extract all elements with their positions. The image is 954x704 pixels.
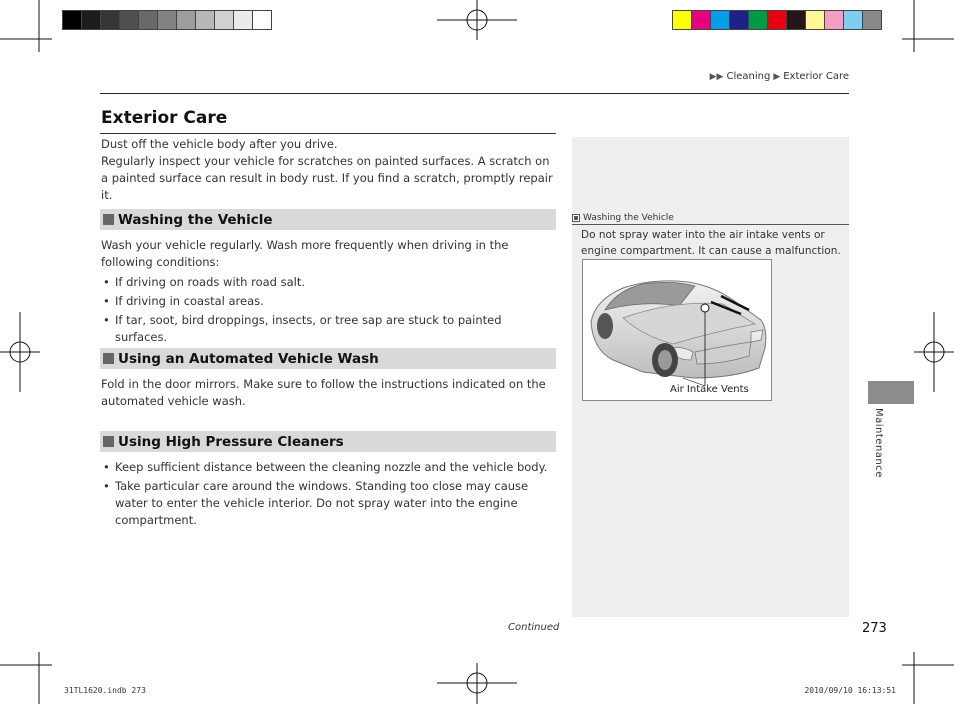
breadcrumb-item-cleaning[interactable]: Cleaning — [726, 71, 771, 82]
section-square-icon — [103, 353, 114, 364]
intro-paragraph-2: Regularly inspect your vehicle for scratches on painted surfaces. A scratch on a painted surface can result in body rust. If you find a scratch, promptly repair it. — [101, 154, 553, 202]
car-hood-icon — [583, 260, 772, 401]
bullet-icon: • — [103, 275, 110, 289]
breadcrumb-separator-icon: ▶ — [773, 71, 781, 82]
section-header-washing — [100, 209, 556, 230]
section-square-icon — [103, 436, 114, 447]
car-illustration — [582, 259, 772, 401]
figure-label-air-intake: Air Intake Vents — [670, 384, 749, 395]
bullet-icon: • — [103, 294, 110, 308]
chapter-tab[interactable] — [868, 381, 914, 404]
side-note-rule — [572, 224, 849, 225]
automated-paragraph: Fold in the door mirrors. Make sure to follow the instructions indicated on the automated vehicle wash. — [101, 377, 546, 408]
slug-timestamp: 2010/09/10 16:13:51 — [804, 686, 896, 695]
bullet-icon: • — [103, 313, 110, 327]
intro-paragraph-1: Dust off the vehicle body after you drive. — [101, 137, 338, 151]
washing-bullet-list — [101, 274, 553, 348]
pressure-bullet-list — [101, 459, 553, 531]
section-square-icon — [103, 214, 114, 225]
side-note-title: Washing the Vehicle — [583, 213, 674, 223]
page-number: 273 — [862, 621, 887, 636]
header-rule — [100, 93, 849, 94]
list-item: • If driving in coastal areas. — [103, 294, 264, 308]
slug-filename: 31TL1620.indb 273 — [64, 686, 146, 695]
chapter-label: Maintenance — [873, 408, 884, 478]
page-title: Exterior Care — [101, 108, 228, 128]
section-title-automated: Using an Automated Vehicle Wash — [118, 350, 379, 367]
list-item: • Keep sufficient distance between the cleaning nozzle and the vehicle body. — [103, 460, 548, 474]
bullet-icon: • — [103, 460, 110, 474]
breadcrumb-item-exterior-care[interactable]: Exterior Care — [783, 71, 849, 82]
side-note-heading — [572, 211, 849, 225]
list-item: • If driving on roads with road salt. — [103, 275, 306, 289]
bullet-icon: • — [103, 479, 110, 493]
note-icon — [572, 214, 580, 222]
washing-paragraph: Wash your vehicle regularly. Wash more frequently when driving in the following conditions: — [101, 238, 509, 269]
breadcrumb-arrow-icon: ▶▶ — [709, 71, 724, 82]
list-item: • Take particular care around the windows. Standing too close may cause water to enter the vehicle interior. Do not spray water into the engine compartment. — [103, 479, 529, 527]
breadcrumb — [710, 71, 849, 82]
title-rule — [100, 133, 556, 134]
section-title-washing: Washing the Vehicle — [118, 211, 273, 228]
side-note-text: Do not spray water into the air intake vents or engine compartment. It can cause a malfunction. — [581, 229, 841, 257]
section-header-automated — [100, 348, 556, 369]
continued-label: Continued — [508, 622, 560, 633]
section-title-pressure: Using High Pressure Cleaners — [118, 433, 344, 450]
list-item: • If tar, soot, bird droppings, insects, or tree sap are stuck to painted surfaces. — [103, 313, 502, 344]
section-header-pressure — [100, 431, 556, 452]
